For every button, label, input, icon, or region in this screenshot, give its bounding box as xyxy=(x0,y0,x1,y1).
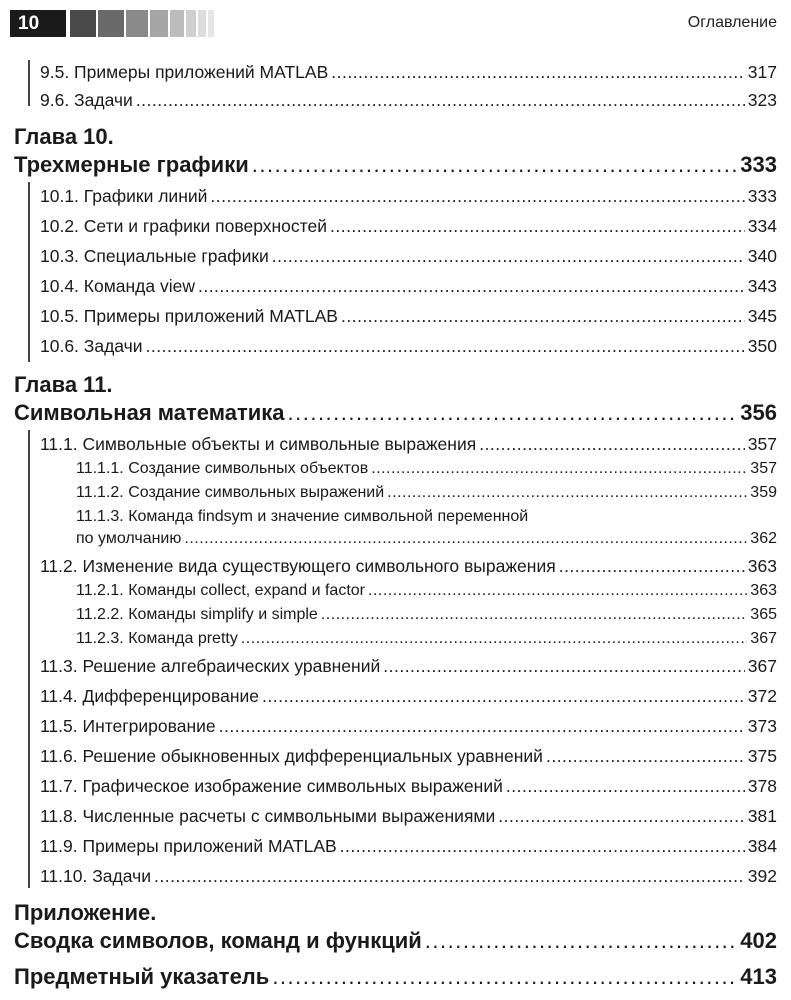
chapter-title: Сводка символов, команд и функций xyxy=(14,928,422,953)
header-bar-2 xyxy=(98,10,124,37)
toc-entry[interactable] xyxy=(40,216,777,237)
toc-leader xyxy=(321,606,747,624)
toc-entry-title: 11.2. Изменение вида существующего символьного выражения xyxy=(40,556,556,576)
toc-subentry-page: 362 xyxy=(750,530,777,547)
toc-leader xyxy=(154,866,745,887)
toc-subentry-page: 367 xyxy=(750,630,777,647)
page-number: 10 xyxy=(10,10,66,37)
toc-leader xyxy=(136,90,745,111)
appendix-label: Приложение. xyxy=(14,900,157,925)
toc-entry-title: 10.3. Специальные графики xyxy=(40,246,269,266)
toc-leader xyxy=(210,186,744,207)
toc-entry-page: 345 xyxy=(747,306,777,326)
toc-entry[interactable] xyxy=(40,806,777,827)
toc-leader xyxy=(479,434,745,455)
toc-entry[interactable] xyxy=(40,276,777,297)
running-title: Оглавление xyxy=(687,14,777,31)
chapter-title: Предметный указатель xyxy=(14,964,270,989)
toc-subentry-page: 359 xyxy=(750,484,777,501)
toc-entry[interactable] xyxy=(40,686,777,707)
toc-entry-page: 373 xyxy=(747,716,777,736)
chapter-label: Глава 11. xyxy=(14,372,113,397)
toc-entry-title: 10.1. Графики линий xyxy=(40,186,208,206)
toc-subentry[interactable] xyxy=(76,606,777,624)
toc-entry-page: 367 xyxy=(747,656,777,676)
chapter-page: 413 xyxy=(740,964,777,989)
toc-leader xyxy=(340,836,745,857)
toc-entry-title: 11.7. Графическое изображение символьных выражений xyxy=(40,776,503,796)
chapter-page: 402 xyxy=(740,928,777,953)
toc-entry[interactable] xyxy=(40,866,777,887)
toc-entry-page: 343 xyxy=(747,276,777,296)
section-rule xyxy=(28,430,30,888)
toc-entry-title: 11.10. Задачи xyxy=(40,866,151,886)
toc-subentry[interactable] xyxy=(76,484,777,502)
header-bar-3 xyxy=(126,10,148,37)
header-bar-4 xyxy=(150,10,168,37)
toc-leader xyxy=(341,306,745,327)
toc-entry-page: 323 xyxy=(747,90,777,110)
toc-entry-title: 10.4. Команда view xyxy=(40,276,195,296)
toc-subentry-title: 11.1.2. Создание символьных выражений xyxy=(76,484,385,501)
toc-entry-title: 11.9. Примеры приложений MATLAB xyxy=(40,836,337,856)
toc-entry-page: 333 xyxy=(747,186,777,206)
toc-entry-title: 10.2. Сети и графики поверхностей xyxy=(40,216,327,236)
toc-leader xyxy=(559,556,745,577)
toc-entry-title: 11.1. Символьные объекты и символьные выражения xyxy=(40,434,477,454)
header-bar-6 xyxy=(186,10,196,37)
toc-subentry-title: 11.1.1. Создание символьных объектов xyxy=(76,460,369,477)
toc-entry-page: 334 xyxy=(747,216,777,236)
section-rule xyxy=(28,182,30,362)
toc-subentry-page: 365 xyxy=(750,606,777,623)
toc-entry-title: 11.3. Решение алгебраических уравнений xyxy=(40,656,381,676)
section-rule xyxy=(28,60,30,106)
chapter-label: Глава 10. xyxy=(14,124,114,149)
toc-leader xyxy=(272,246,745,267)
toc-subentry[interactable] xyxy=(76,582,777,600)
toc-leader xyxy=(331,62,745,83)
toc-subentry-page: 357 xyxy=(750,460,777,477)
toc-leader xyxy=(219,716,745,737)
toc-entry-title: 11.5. Интегрирование xyxy=(40,716,216,736)
header-bar-1 xyxy=(70,10,96,37)
toc-subentry-title: 11.2.2. Команды simplify и simple xyxy=(76,606,318,623)
header-bar-8 xyxy=(208,10,214,37)
toc-entry[interactable] xyxy=(40,556,777,577)
toc-entry[interactable] xyxy=(40,716,777,737)
toc-entry-page: 350 xyxy=(747,336,777,356)
toc-entry-title: 11.8. Численные расчеты с символьными выражениями xyxy=(40,806,496,826)
toc-entry[interactable] xyxy=(40,656,777,677)
toc-entry-title: 11.4. Дифференцирование xyxy=(40,686,260,706)
toc-entry-page: 384 xyxy=(747,836,777,856)
toc-entry[interactable] xyxy=(40,90,777,111)
toc-entry-title: 9.6. Задачи xyxy=(40,90,133,110)
toc-leader xyxy=(425,928,737,954)
toc-entry-page: 317 xyxy=(747,62,777,82)
toc-leader xyxy=(371,460,747,478)
toc-subentry-title-line1[interactable]: 11.1.3. Команда findsym и значение символьной переменной xyxy=(76,508,529,525)
toc-leader xyxy=(252,152,738,178)
toc-entry-page: 378 xyxy=(747,776,777,796)
toc-subentry-page: 363 xyxy=(750,582,777,599)
toc-leader xyxy=(383,656,745,677)
toc-entry[interactable] xyxy=(40,246,777,267)
toc-entry-title: 10.5. Примеры приложений MATLAB xyxy=(40,306,338,326)
chapter-title: Символьная математика xyxy=(14,400,285,425)
toc-entry-page: 392 xyxy=(747,866,777,886)
toc-leader xyxy=(146,336,745,357)
chapter-entry[interactable] xyxy=(14,152,777,178)
chapter-page: 356 xyxy=(740,400,777,425)
toc-entry-page: 381 xyxy=(747,806,777,826)
toc-entry-page: 372 xyxy=(747,686,777,706)
toc-leader xyxy=(506,776,745,797)
toc-subentry[interactable] xyxy=(76,630,777,648)
toc-entry[interactable] xyxy=(40,306,777,327)
toc-leader xyxy=(387,484,747,502)
toc-entry[interactable] xyxy=(40,776,777,797)
page-header xyxy=(0,0,791,40)
toc-subentry[interactable] xyxy=(76,460,777,478)
chapter-entry[interactable] xyxy=(14,928,777,954)
toc-leader xyxy=(272,964,737,990)
toc-leader xyxy=(498,806,745,827)
toc-entry[interactable] xyxy=(40,836,777,857)
chapter-page: 333 xyxy=(740,152,777,177)
toc-subentry[interactable] xyxy=(76,530,777,548)
toc-entry[interactable] xyxy=(40,746,777,767)
toc-leader xyxy=(241,630,747,648)
header-bar-7 xyxy=(198,10,206,37)
toc-subentry-title: 11.2.1. Команды collect, expand и factor xyxy=(76,582,365,599)
toc-entry[interactable] xyxy=(40,186,777,207)
toc-entry[interactable] xyxy=(40,434,777,455)
toc-entry-page: 357 xyxy=(747,434,777,454)
toc-entry-page: 375 xyxy=(747,746,777,766)
toc-leader xyxy=(262,686,745,707)
toc-entry[interactable] xyxy=(40,62,777,83)
toc-entry[interactable] xyxy=(40,336,777,357)
toc-leader xyxy=(330,216,745,237)
chapter-entry[interactable] xyxy=(14,400,777,426)
toc-entry-title: 10.6. Задачи xyxy=(40,336,143,356)
toc-leader xyxy=(184,530,747,548)
chapter-title: Трехмерные графики xyxy=(14,152,249,177)
toc-entry-title: 11.6. Решение обыкновенных дифференциальных уравнений xyxy=(40,746,543,766)
toc-entry-page: 340 xyxy=(747,246,777,266)
toc-leader xyxy=(198,276,745,297)
toc-leader xyxy=(546,746,745,767)
toc-subentry-title: 11.2.3. Команда pretty xyxy=(76,630,238,647)
toc-entry-title: 9.5. Примеры приложений MATLAB xyxy=(40,62,329,82)
chapter-entry[interactable] xyxy=(14,964,777,990)
toc-entry-page: 363 xyxy=(747,556,777,576)
header-bar-5 xyxy=(170,10,184,37)
toc-leader xyxy=(288,400,738,426)
toc-subentry-title-line2: по умолчанию xyxy=(76,530,182,547)
toc-leader xyxy=(368,582,747,600)
